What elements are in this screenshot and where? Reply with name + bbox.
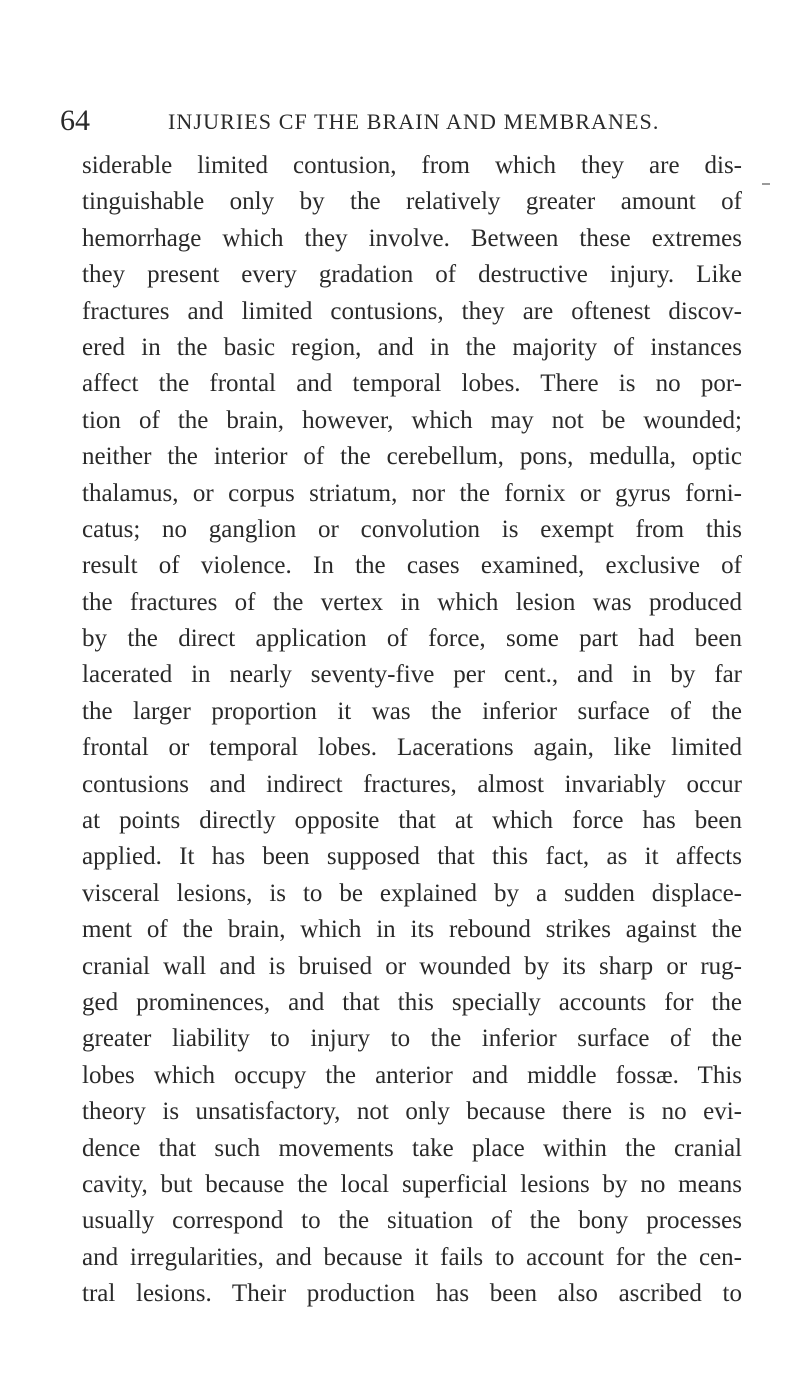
text-line: usually correspond to the situation of the bony processes	[82, 1207, 742, 1235]
text-line: ged prominences, and that this specially accounts for the	[82, 988, 742, 1016]
text-line: applied. It has been supposed that this fact, as it affects	[82, 843, 742, 871]
text-line: contusions and indirect fractures, almost invariably occur	[82, 770, 742, 798]
text-line: tral lesions. Their production has been also ascribed to	[82, 1280, 742, 1308]
text-line: cavity, but because the local superficial lesions by no means	[82, 1170, 742, 1198]
text-line: siderable limited contusion, from which they are dis-	[82, 152, 742, 179]
text-line: greater liability to injury to the inferior surface of the	[82, 1025, 742, 1053]
text-line: ered in the basic region, and in the majority of instances	[82, 333, 742, 361]
text-line: tinguishable only by the relatively greater amount of	[82, 188, 742, 216]
text-line: result of violence. In the cases examined, exclusive of	[82, 552, 742, 580]
text-line: fractures and limited contusions, they are oftenest discov-	[82, 297, 742, 325]
text-line: affect the frontal and temporal lobes. There is no por-	[82, 370, 742, 398]
text-line: cranial wall and is bruised or wounded by its sharp or rug-	[82, 952, 742, 980]
text-line: by the direct application of force, some part had been	[82, 625, 742, 653]
text-line: the fractures of the vertex in which lesion was produced	[82, 588, 742, 616]
text-line: tion of the brain, however, which may not be wounded;	[82, 406, 742, 434]
text-line: at points directly opposite that at which force has been	[82, 807, 742, 835]
text-line: catus; no ganglion or convolution is exempt from this	[82, 515, 742, 543]
text-line: ment of the brain, which in its rebound strikes against the	[82, 916, 742, 944]
text-line: frontal or temporal lobes. Lacerations again, like limited	[82, 734, 742, 762]
page-number: 64	[60, 104, 90, 137]
text-line: and irregularities, and because it fails to account for the cen-	[82, 1243, 742, 1271]
text-line: they present every gradation of destructive injury. Like	[82, 261, 742, 289]
text-line: lacerated in nearly seventy-five per cent., and in by far	[82, 661, 742, 689]
text-line: thalamus, or corpus striatum, nor the fornix or gyrus forni-	[82, 479, 742, 507]
margin-mark	[762, 183, 770, 185]
text-line: theory is unsatisfactory, not only because there is no evi-	[82, 1098, 742, 1126]
text-line: hemorrhage which they involve. Between these extremes	[82, 224, 742, 252]
page-header	[60, 104, 740, 144]
text-line: dence that such movements take place within the cranial	[82, 1134, 742, 1162]
running-head: INJURIES CF THE BRAIN AND MEMBRANES.	[168, 109, 660, 134]
body-text	[82, 148, 742, 1313]
text-line: visceral lesions, is to be explained by a sudden displace-	[82, 879, 742, 907]
text-line: the larger proportion it was the inferior surface of the	[82, 697, 742, 725]
text-line: lobes which occupy the anterior and middle fossæ. This	[82, 1061, 742, 1089]
text-line: neither the interior of the cerebellum, pons, medulla, optic	[82, 443, 742, 471]
